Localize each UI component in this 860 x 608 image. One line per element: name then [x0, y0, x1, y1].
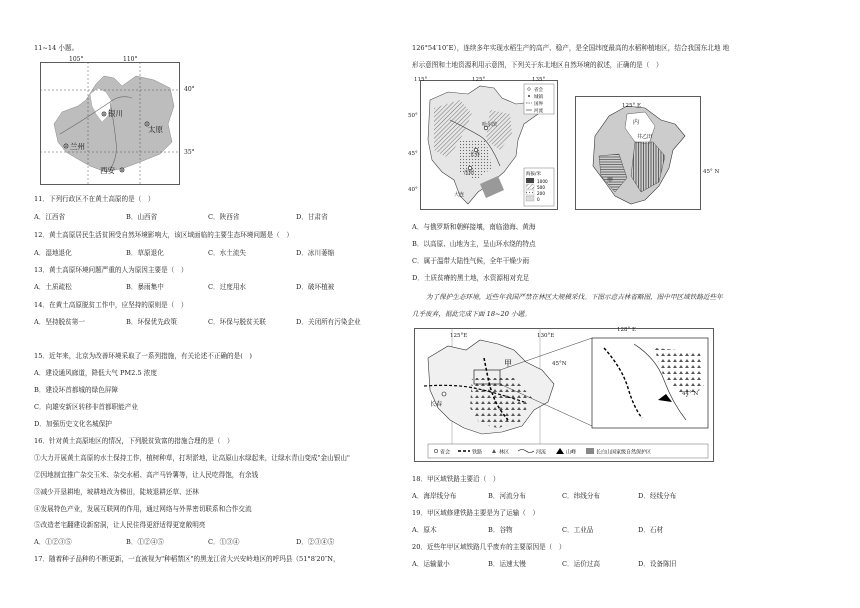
q18-option[interactable]: D．经线分布 — [638, 492, 677, 500]
map2-lon-label: 115° — [414, 77, 428, 83]
q20-option[interactable]: A．运输量小 — [412, 560, 450, 568]
map2-city-label: 长春 — [470, 152, 481, 158]
map1-lat-label: 40° — [184, 86, 195, 93]
map2-lat-label: 45° — [408, 151, 418, 157]
q14-option[interactable]: D．关闭所有污染企业 — [296, 318, 361, 326]
map4-legend-item: 山峰 — [566, 449, 577, 456]
q19-stem: 19．甲区域修建铁路主要是为了运输（ ） — [412, 509, 540, 517]
q20-stem: 20．近些年甲区域铁路几乎废弃的主要原因是（ ） — [412, 543, 566, 551]
map2-city-label: 大连 — [454, 192, 465, 198]
q15-option[interactable]: B．建设环首都城的绿色屏障 — [34, 386, 118, 394]
map3-lat-label: 45° N — [703, 169, 720, 175]
map4-legend-item: 铁路 — [472, 449, 483, 456]
map2-legend-item: 国界 — [534, 102, 543, 107]
q19-option[interactable]: A．原木 — [412, 526, 437, 534]
q12-option[interactable]: A．湿地退化 — [34, 249, 72, 257]
map4-label: 长春 — [430, 401, 443, 408]
map2-elevation-value: 500 — [537, 185, 545, 190]
q16-statement: ③减少开垦耕地，坡耕地改为梯田，陡坡退耕还草、还林 — [34, 488, 199, 496]
q19-option[interactable]: B．谷物 — [488, 526, 513, 534]
map4-label: 甲 — [504, 359, 512, 368]
map2-elevation-value: 200 — [537, 191, 545, 196]
map2-legend-item: 河流 — [534, 109, 543, 114]
q20-option[interactable]: D．设备陈旧 — [638, 560, 677, 568]
q18-stem: 18．甲区域铁路主要沿（ ） — [412, 475, 500, 483]
map4-legend-item: 长白山国家级自然保护区 — [596, 449, 652, 456]
q20-option[interactable]: C．运价过高 — [562, 560, 601, 568]
q17-stem: 17．随着种子品种的不断更新，一直被视为"种稻禁区"的黑龙江省大兴安岭地区的呼玛县（51°8′20″N， — [34, 555, 340, 563]
map1-city-label: 银川 — [108, 109, 123, 118]
map2-elevation-value: 0 — [537, 197, 540, 202]
q16-option[interactable]: C．①③④ — [208, 538, 240, 546]
q18-option[interactable]: B．河流分布 — [488, 492, 526, 500]
q13-option[interactable]: C．过度用水 — [208, 283, 247, 291]
q15-option[interactable]: C．向雄安新区转移非首都职能产业 — [34, 403, 138, 411]
map2-city-label: 沈阳 — [464, 170, 475, 176]
map2-lat-label: 40° — [408, 187, 418, 193]
q11-option[interactable]: A．江西省 — [34, 213, 66, 221]
map2-lon-label: 125° — [472, 77, 486, 83]
q14-option[interactable]: B．环保优先政策 — [126, 318, 178, 326]
map1-city-label: 太原 — [148, 125, 163, 134]
q17-stem-continued: 126°54′10″E），连续多年实现水稻生产的高产、稳产，是全国纬度最高的水稻种植地区，结合我国东北地 地 — [412, 44, 730, 52]
q13-option[interactable]: A．土质疏松 — [34, 283, 72, 291]
map4-lon-label: 130°E — [537, 333, 555, 339]
map2-lat-label: 50° — [408, 113, 418, 119]
map2-elevation-title: 海拔/米 — [526, 172, 542, 177]
map2-city-label: 哈尔滨 — [482, 122, 498, 128]
q15-option[interactable]: D．加强历史文化名城保护 — [34, 420, 112, 428]
q14-stem: 14．在黄土高原脱贫工作中，应坚持的原则是（ ） — [34, 301, 188, 309]
q11-stem: 11．下列行政区不在黄土高原的是（ ） — [34, 195, 155, 203]
q16-statement: ⑤改造老宅翻建设新窑洞，让人民住得更舒适得更宽敞明亮 — [34, 521, 206, 529]
q16-stem: 16．针对黄土高原地区的情况，下列脱贫致富的措施合理的是（ ） — [34, 437, 234, 445]
map4-legend-item: 省会 — [440, 449, 451, 456]
loess-plateau-map — [40, 62, 180, 185]
map4-legend-item: 河流 — [536, 449, 547, 456]
q16-option[interactable]: B．①②④⑤ — [126, 538, 164, 546]
q17-option[interactable]: A．与俄罗斯和朝鲜接壤，南临渤海、黄海 — [412, 223, 536, 231]
q14-option[interactable]: C．环保与脱贫关联 — [208, 318, 266, 326]
map1-city-label: 兰州 — [70, 142, 85, 151]
northeast-land-use-map — [575, 96, 701, 210]
q17-option[interactable]: D．土质贫瘠的黑土地，水资源相对充足 — [412, 274, 530, 282]
map4-lon-label: 128° E — [617, 327, 637, 333]
map1-lat-label: 35° — [184, 149, 195, 156]
passage-text: 为了保护生态环境，近些年我国严禁在林区大规模采伐。下图示意吉林省略图，图中甲区域铁路近些年 — [426, 293, 723, 301]
map3-region-label: 甲 — [607, 177, 614, 184]
q16-option[interactable]: A．①②③⑤ — [34, 538, 72, 546]
map4-legend-item: 林区 — [499, 449, 510, 456]
q19-option[interactable]: D．石材 — [638, 526, 664, 534]
map2-legend-item: 城镇 — [534, 95, 543, 100]
q17-stem-continued: 形示意图和土地资源利用示意图，下列关于东北地区自然环境的叙述，正确的是（ ） — [412, 61, 663, 69]
q13-option[interactable]: D．破坏植被 — [296, 283, 335, 291]
map1-city-label: 西安 — [100, 166, 115, 175]
q15-option[interactable]: A．建设通风廊道，降低大气 PM2.5 浓度 — [34, 369, 157, 377]
q16-option[interactable]: D．②③④⑤ — [296, 538, 335, 546]
q17-option[interactable]: C．属于温带大陆性气候，全年干燥少雨 — [412, 257, 530, 265]
map2-elevation-value: 1000 — [537, 179, 548, 184]
map1-lon-label: 105° — [69, 56, 84, 63]
map2-legend-item: 省会 — [534, 88, 543, 93]
map3-region-label: 内 — [633, 119, 640, 126]
q13-stem: 13．黄土高原环境问题严重的人为原因主要是（ ） — [34, 266, 188, 274]
q17-option[interactable]: B．以高原、山地为主，呈山环水绕的特点 — [412, 240, 536, 248]
q18-option[interactable]: C．纬线分布 — [562, 492, 601, 500]
q11-option[interactable]: B．山西省 — [126, 213, 158, 221]
q16-statement: ②因地制宜推广杂交玉米、杂交水稻、高产马铃薯等，让人民吃得饱，有余钱 — [34, 471, 259, 479]
map3-lon-label: 125° E — [622, 103, 642, 109]
q11-option[interactable]: C．陕西省 — [208, 213, 240, 221]
map4-lat-label: 44° N — [682, 391, 699, 397]
q16-statement: ④发展特色产业，发展互联网的作用，通过网络与外界密切联系和合作交流 — [34, 505, 252, 513]
q12-option[interactable]: C．水土流失 — [208, 249, 247, 257]
q14-option[interactable]: A．坚持脱贫第一 — [34, 318, 85, 326]
map4-lat-label: 45°N — [552, 361, 567, 367]
q11-option[interactable]: D．甘肃省 — [296, 213, 328, 221]
q12-option[interactable]: D．冰川萎缩 — [296, 249, 335, 257]
q12-option[interactable]: B．草原退化 — [126, 249, 164, 257]
q15-stem: 15．近年来，北京为改善环境采取了一系列措施，有关论述不正确的是( ) — [34, 352, 252, 360]
q16-statement: ①大力开展黄土高原的水土保持工作，植树种草，打坝淤地，让高原山水绿起来，让绿水青山变成"金山银山" — [34, 454, 350, 462]
map3-region-label: 井乙田 — [637, 134, 653, 140]
map2-lon-label: 135° — [532, 77, 546, 83]
q20-option[interactable]: B．运速太慢 — [488, 560, 526, 568]
passage-text: 几乎废弃，据此完成下面 18~20 小题。 — [412, 310, 531, 318]
q18-option[interactable]: A．海岸线分布 — [412, 492, 457, 500]
jilin-province-map — [414, 328, 714, 462]
map4-lon-label: 125°E — [450, 333, 468, 339]
q19-option[interactable]: C．工业品 — [562, 526, 594, 534]
map1-lon-label: 110° — [123, 56, 138, 63]
intro-text: 11~14 小题。 — [34, 44, 79, 52]
q12-stem: 12．黄土高原居民生活贫困受自然环境影响大，该区域面临的主要生态环境问题是（ ） — [34, 231, 293, 239]
q13-option[interactable]: B．暴雨集中 — [126, 283, 164, 291]
